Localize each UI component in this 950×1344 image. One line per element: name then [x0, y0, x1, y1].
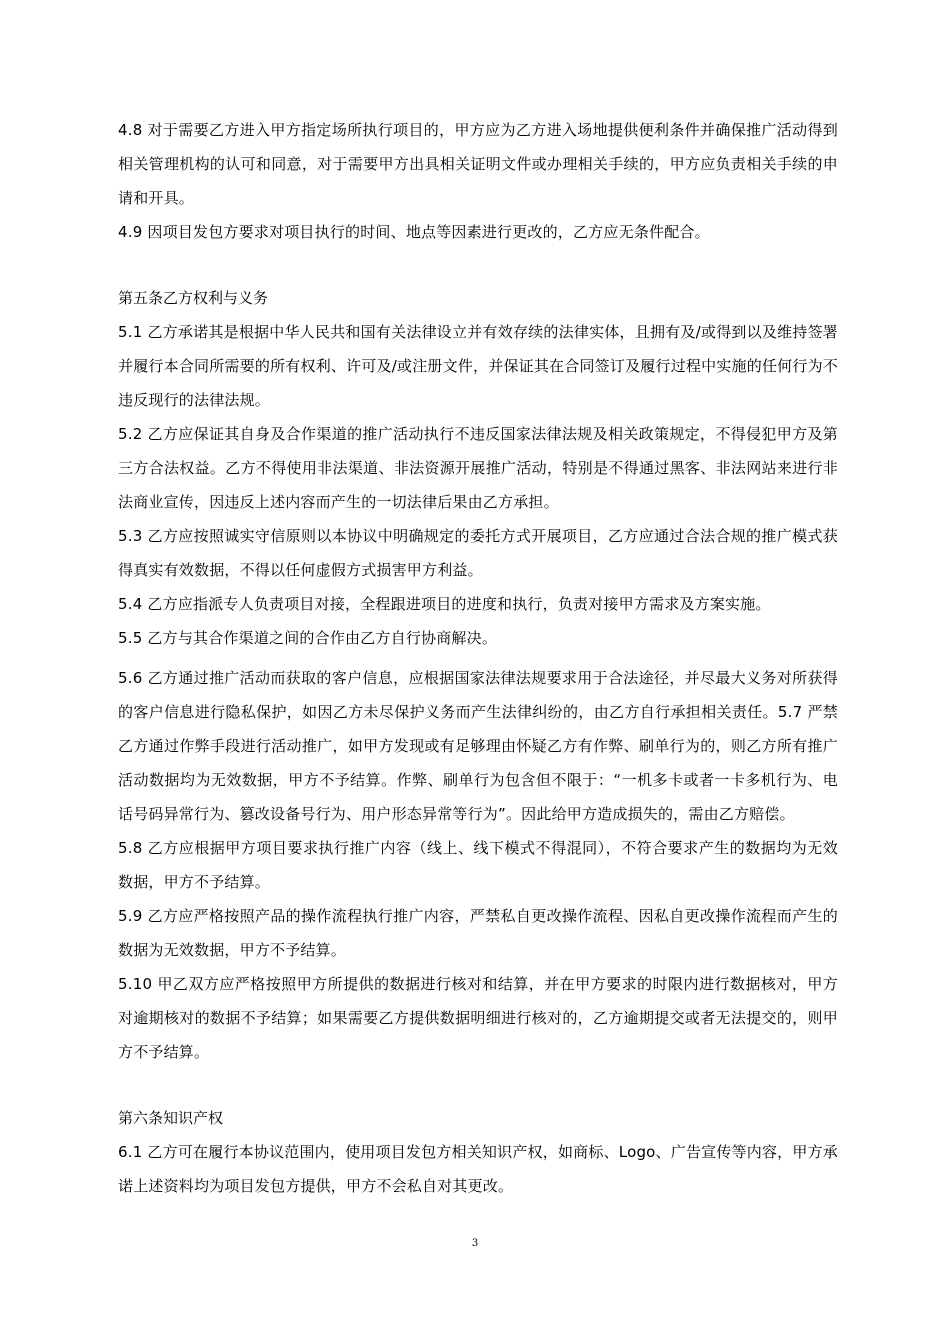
clause-5-1: 5.1 乙方承诺其是根据中华人民共和国有关法律设立并有效存续的法律实体，且拥有及/或得到以及维持签署并履行本合同所需要的所有权利、许可及/或注册文件，并保证其在合同签订及履行过程中实施的任何行为不违反现行的法律法规。 [118, 323, 838, 409]
clause-5-2: 5.2 乙方应保证其自身及合作渠道的推广活动执行不违反国家法律法规及相关政策规定，不得侵犯甲方及第三方合法权益。乙方不得使用非法渠道、非法资源开展推广活动，特别是不得通过黑客、非法网站来进行非法商业宣传，因违反上述内容而产生的一切法律后果由乙方承担。 [118, 425, 838, 511]
section-heading-6: 第六条知识产权 [118, 1109, 224, 1127]
clause-5-4: 5.4 乙方应指派专人负责项目对接，全程跟进项目的进度和执行，负责对接甲方需求及方案实施。 [118, 595, 771, 613]
clause-5-8: 5.8 乙方应根据甲方项目要求执行推广内容（线上、线下模式不得混同），不符合要求产生的数据均为无效数据，甲方不予结算。 [118, 839, 838, 891]
clause-5-9: 5.9 乙方应严格按照产品的操作流程执行推广内容，严禁私自更改操作流程、因私自更改操作流程而产生的数据为无效数据，甲方不予结算。 [118, 907, 838, 959]
page-number: 3 [471, 1238, 479, 1249]
section-heading-5: 第五条乙方权利与义务 [118, 289, 269, 307]
document-body [118, 113, 838, 1203]
clause-4-9: 4.9 因项目发包方要求对项目执行的时间、地点等因素进行更改的，乙方应无条件配合。 [118, 223, 710, 241]
clause-5-3: 5.3 乙方应按照诚实守信原则以本协议中明确规定的委托方式开展项目，乙方应通过合法合规的推广模式获得真实有效数据，不得以任何虚假方式损害甲方利益。 [118, 527, 838, 579]
clause-5-6: 5.6 乙方通过推广活动而获取的客户信息，应根据国家法律法规要求用于合法途径，并尽最大义务对所获得的客户信息进行隐私保护，如因乙方未尽保护义务而产生法律纠纷的，由乙方自行承担相关责任。5.7 严禁乙方通过作弊手段进行活动推广，如甲方发现或有足够理由怀疑乙方有作弊、刷单行为的，则乙方所有推广活动数据均为无效数据，甲方不予结算。作弊、刷单行为包含但不限于：“一机多卡或者一卡多机行为、电话号码异常行为、篡改设备号行为、用户形态异常等行为”。因此给甲方造成损失的，需由乙方赔偿。 [118, 669, 838, 823]
clause-5-5: 5.5 乙方与其合作渠道之间的合作由乙方自行协商解决。 [118, 629, 498, 647]
clause-6-1: 6.1 乙方可在履行本协议范围内，使用项目发包方相关知识产权，如商标、Logo、广告宣传等内容，甲方承诺上述资料均为项目发包方提供，甲方不会私自对其更改。 [118, 1143, 838, 1195]
clause-5-10: 5.10 甲乙双方应严格按照甲方所提供的数据进行核对和结算，并在甲方要求的时限内进行数据核对，甲方对逾期核对的数据不予结算；如果需要乙方提供数据明细进行核对的，乙方逾期提交或者无法提交的，则甲方不予结算。 [118, 975, 838, 1061]
clause-4-8: 4.8 对于需要乙方进入甲方指定场所执行项目的，甲方应为乙方进入场地提供便利条件并确保推广活动得到相关管理机构的认可和同意，对于需要甲方出具相关证明文件或办理相关手续的，甲方应负责相关手续的申请和开具。 [118, 121, 838, 207]
